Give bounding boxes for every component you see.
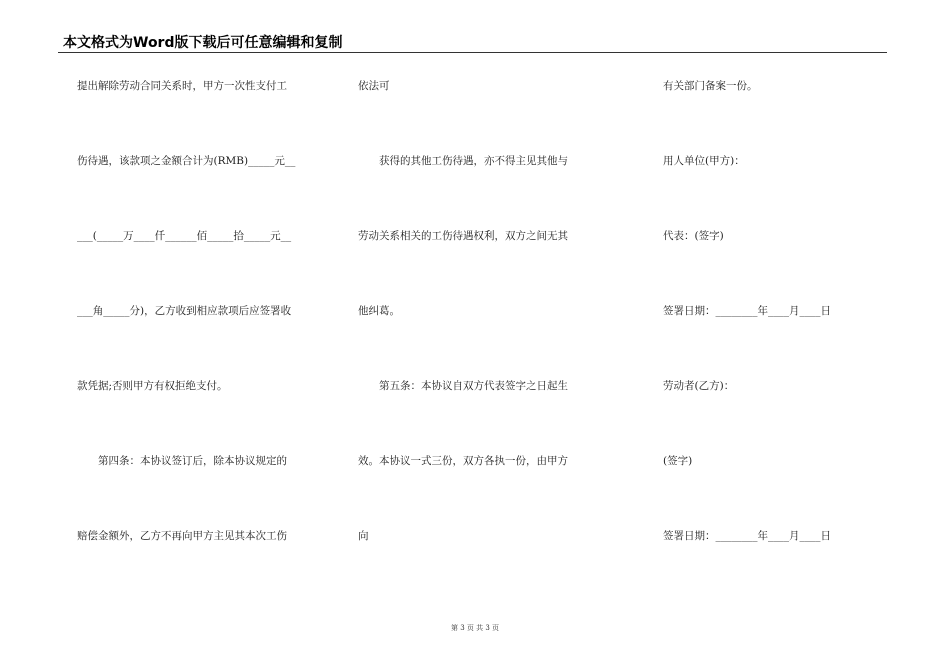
text-line: 有关部门备案一份。 [663, 80, 758, 92]
document-header-title: 本文格式为Word版下载后可任意编辑和复制 [63, 35, 343, 51]
text-line: 提出解除劳动合同关系时，甲方一次性支付工 [77, 80, 287, 92]
text-line: 劳动者(乙方)： [663, 380, 735, 392]
text-line: 赔偿金额外，乙方不再向甲方主见其本次工伤 [77, 530, 287, 542]
text-line: 依法可 [358, 80, 390, 92]
header-divider [58, 52, 887, 53]
text-line: 获得的其他工伤待遇，亦不得主见其他与 [358, 155, 568, 167]
text-line: 款凭据;否则甲方有权拒绝支付。 [77, 380, 228, 392]
text-line: 用人单位(甲方)： [663, 155, 745, 167]
text-line: 第四条：本协议签订后，除本协议规定的 [77, 455, 287, 467]
text-line: (签字) [663, 455, 693, 467]
text-line: 伤待遇，该款项之金额合计为(RMB)_____元__ [77, 155, 296, 167]
text-line: 效。本协议一式三份，双方各执一份，由甲方 [358, 455, 568, 467]
page-number: 第 3 页 共 3 页 [450, 624, 500, 632]
text-line: 签署日期：________年____月____日 [663, 530, 831, 542]
text-line: ___(_____万____仟______佰_____拾_____元__ [77, 230, 292, 242]
text-line: 签署日期：________年____月____日 [663, 305, 831, 317]
text-line: 向 [358, 530, 369, 542]
text-line: 劳动关系相关的工伤待遇权利，双方之间无其 [358, 230, 568, 242]
text-line: 第五条：本协议自双方代表签字之日起生 [358, 380, 568, 392]
text-line: 他纠葛。 [358, 305, 400, 317]
text-line: 代表：(签字) [663, 230, 724, 242]
text-line: ___角_____分)，乙方收到相应款项后应签署收 [77, 305, 292, 317]
